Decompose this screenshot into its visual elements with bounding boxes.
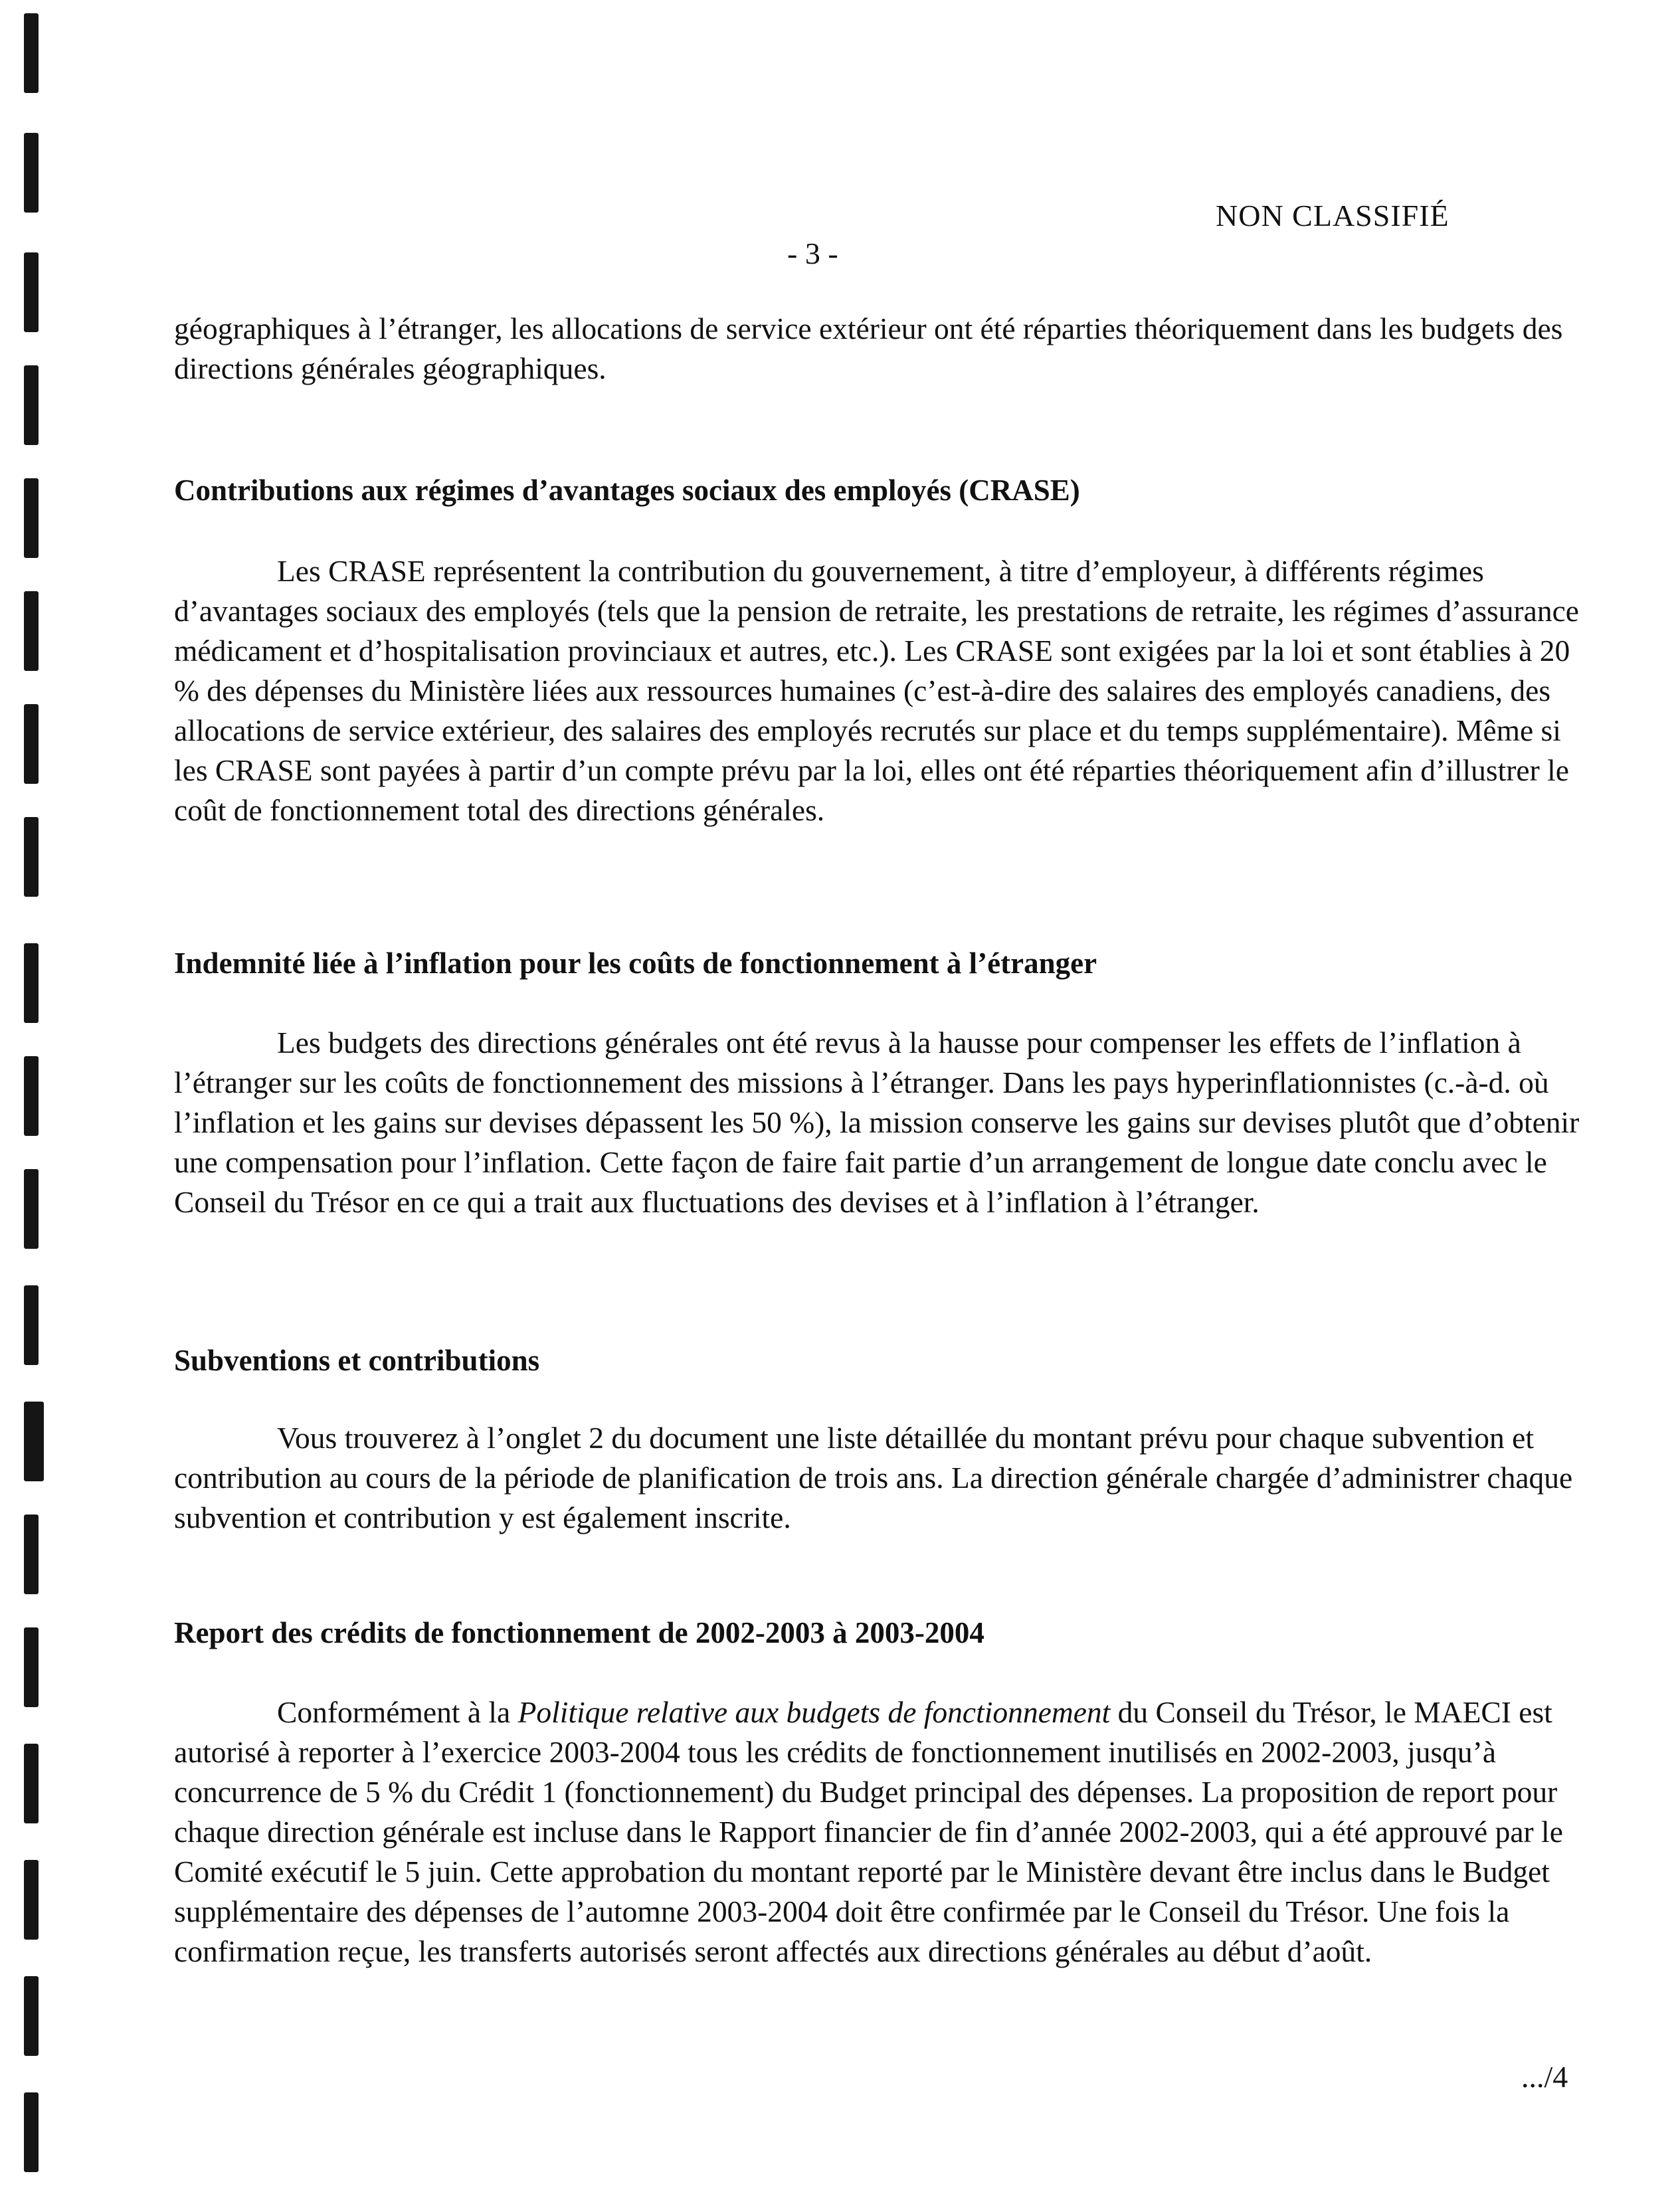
binding-mark bbox=[24, 591, 39, 671]
section-body-subventions: Vous trouverez à l’onglet 2 du document une liste détaillée du montant prévu pour chaque subvention et contribution au cours de la période de planification de trois ans. La direction générale chargée d’administrer chaque subvention et contribution y est également inscrite. bbox=[174, 1421, 1573, 1534]
binding-mark bbox=[24, 1402, 44, 1481]
section-body-report bbox=[174, 1693, 1582, 1972]
binding-mark bbox=[24, 1627, 39, 1707]
continuation-marker: .../4 bbox=[1521, 2060, 1568, 2094]
binding-mark bbox=[24, 478, 39, 558]
binding-mark bbox=[24, 252, 39, 332]
section-body-crase: Les CRASE représentent la contribution du gouvernement, à titre d’employeur, à différents régimes d’avantages sociaux des employés (tels que la pension de retraite, les prestations de retraite, les régimes d’assurance médicament et d’hospitalisation provinciaux et autres, etc.). Les CRASE sont exigées par la loi et sont établies à 20 % des dépenses du Ministère liées aux ressources humaines (c’est-à-dire des salaires des employés canadiens, des allocations de service extérieur, des salaires des employés recrutés sur place et du temps supplémentaire). Même si les CRASE sont payées à partir d’un compte prévu par la loi, elles ont été réparties théoriquement afin d’illustrer le coût de fonctionnement total des directions générales. bbox=[174, 554, 1579, 827]
intro-paragraph: géographiques à l’étranger, les allocations de service extérieur ont été réparties théoriquement dans les budgets des directions générales géographiques. bbox=[174, 312, 1563, 385]
binding-mark bbox=[24, 704, 39, 784]
binding-mark bbox=[24, 2092, 39, 2172]
binding-mark bbox=[24, 817, 39, 897]
binding-mark bbox=[24, 1056, 39, 1136]
binding-mark bbox=[24, 365, 39, 445]
binding-mark bbox=[24, 1744, 39, 1823]
section-heading-subventions: Subventions et contributions bbox=[174, 1344, 540, 1377]
binding-mark bbox=[24, 13, 39, 93]
binding-mark bbox=[24, 1169, 39, 1249]
section-heading-crase: Contributions aux régimes d’avantages sociaux des employés (CRASE) bbox=[174, 474, 1080, 507]
binding-mark bbox=[24, 943, 39, 1023]
report-body-start: Conformément à la bbox=[277, 1695, 518, 1729]
binding-mark bbox=[24, 1285, 39, 1365]
binding-mark bbox=[24, 1860, 39, 1940]
section-heading-inflation: Indemnité liée à l’inflation pour les coûts de fonctionnement à l’étranger bbox=[174, 947, 1097, 980]
section-body-inflation: Les budgets des directions générales ont été revus à la hausse pour compenser les effets de l’inflation à l’étranger sur les coûts de fonctionnement des missions à l’étranger. Dans les pays hyperinflationnistes (c.-à-d. où l’inflation et les gains sur devises dépassent les 50 %), la mission conserve les gains sur devises plutôt que d’obtenir une compensation pour l’inflation. Cette façon de faire fait partie d’un arrangement de longue date conclu avec le Conseil du Trésor en ce qui a trait aux fluctuations des devises et à l’inflation à l’étranger. bbox=[174, 1026, 1580, 1219]
binding-mark bbox=[24, 133, 39, 213]
classification-label: NON CLASSIFIÉ bbox=[1216, 199, 1449, 232]
section-heading-report: Report des crédits de fonctionnement de 2002-2003 à 2003-2004 bbox=[174, 1616, 984, 1649]
report-body-end: du Conseil du Trésor, le MAECI est autorisé à reporter à l’exercice 2003-2004 tous les crédits de fonctionnement inutilisés en 2002-2003, jusqu’à concurrence de 5 % du Crédit 1 (fonctionnement) du Budget principal des dépenses. La proposition de report pour chaque direction générale est incluse dans le Rapport financier de fin d’année 2002-2003, qui a été approuvé par le Comité exécutif le 5 juin. Cette approbation du montant reporté par le Ministère devant être inclus dans le Budget supplémentaire des dépenses de l’automne 2003-2004 doit être confirmée par le Conseil du Trésor. Une fois la confirmation reçue, les transferts autorisés seront affectés aux directions générales au début d’août. bbox=[174, 1695, 1563, 1968]
policy-title: Politique relative aux budgets de fonctionnement bbox=[517, 1695, 1111, 1729]
binding-mark bbox=[24, 1976, 39, 2056]
page-number: - 3 - bbox=[787, 236, 838, 270]
binding-mark bbox=[24, 1515, 39, 1594]
binding-margin bbox=[0, 0, 73, 2206]
